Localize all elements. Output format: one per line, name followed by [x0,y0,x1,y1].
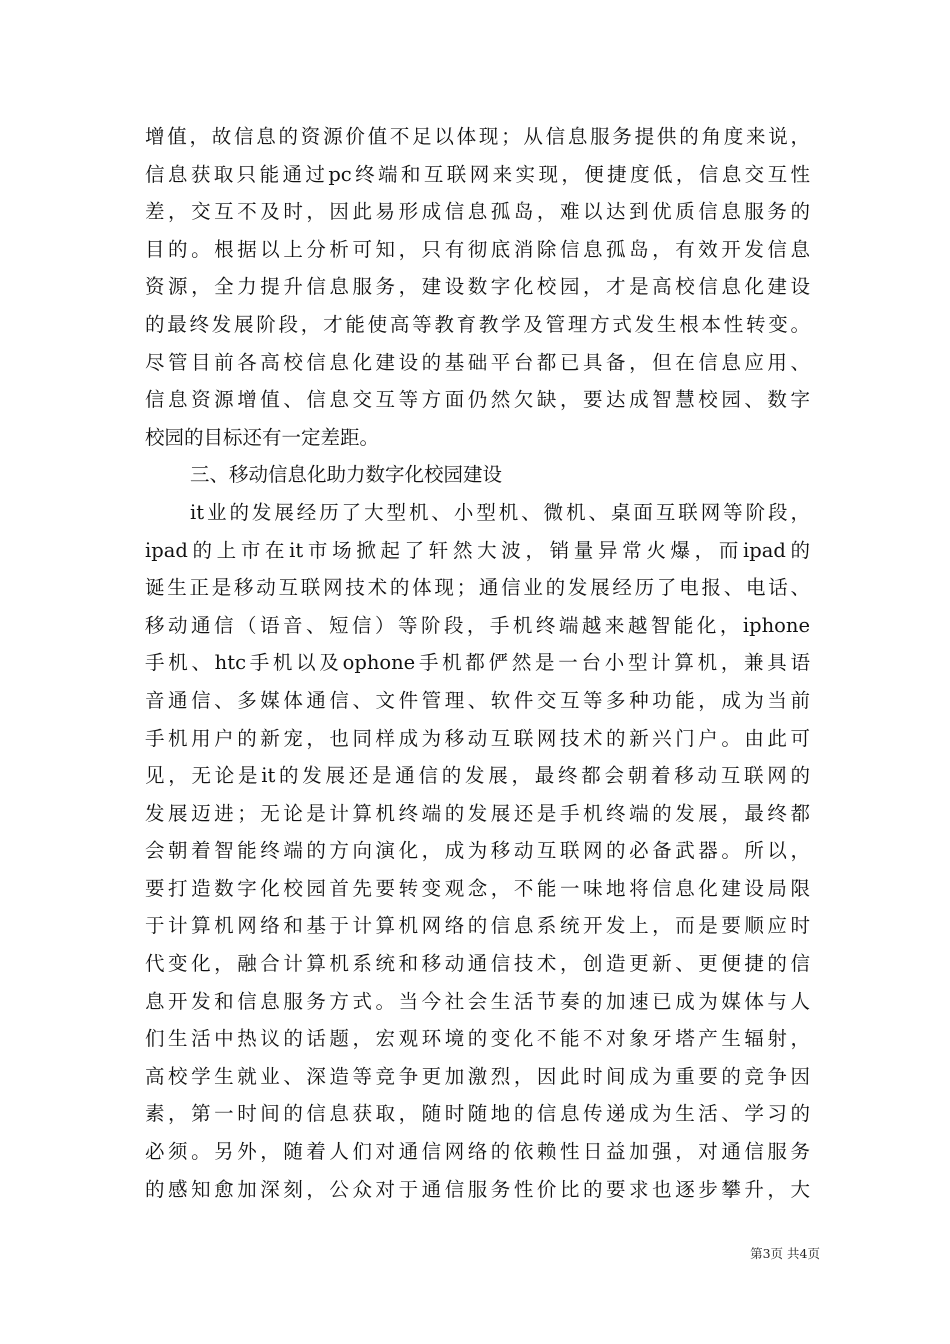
section-heading: 三、移动信息化助力数字化校园建设 [190,463,503,487]
body-line: 见，无论是it的发展还是通信的发展，最终都会朝着移动互联网的 [145,764,810,788]
body-line: 要打造数字化校园首先要转变观念，不能一味地将信息化建设局限 [145,876,810,900]
body-line: 手机、htc手机以及ophone手机都俨然是一台小型计算机，兼具语 [145,651,810,675]
body-line: 诞生正是移动互联网技术的体现；通信业的发展经历了电报、电话、 [145,576,810,600]
document-body [145,118,810,1208]
body-line: 代变化，融合计算机系统和移动通信技术，创造更新、更便捷的信 [145,952,810,976]
body-line: 资源，全力提升信息服务，建设数字化校园，才是高校信息化建设 [145,275,810,299]
body-line: 于计算机网络和基于计算机网络的信息系统开发上，而是要顺应时 [145,914,810,938]
body-line: 的感知愈加深刻，公众对于通信服务性价比的要求也逐步攀升，大 [145,1177,810,1201]
body-line: 音通信、多媒体通信、文件管理、软件交互等多种功能，成为当前 [145,688,810,712]
body-line: 高校学生就业、深造等竞争更加激烈，因此时间成为重要的竞争因 [145,1064,810,1088]
body-line: 信息资源增值、信息交互等方面仍然欠缺，要达成智慧校园、数字 [145,388,810,412]
body-line: 增值，故信息的资源价值不足以体现；从信息服务提供的角度来说， [145,125,810,148]
body-line: 的最终发展阶段，才能使高等教育教学及管理方式发生根本性转变。 [145,312,810,336]
body-line-paragraph-start: it业的发展经历了大型机、小型机、微机、桌面互联网等阶段， [190,500,810,524]
body-line: 素，第一时间的信息获取，随时随地的信息传递成为生活、学习的 [145,1102,810,1126]
body-line: 息开发和信息服务方式。当今社会生活节奏的加速已成为媒体与人 [145,989,810,1013]
body-line: 移动通信（语音、短信）等阶段，手机终端越来越智能化，iphone [145,613,810,637]
body-line: 手机用户的新宠，也同样成为移动互联网技术的新兴门户。由此可 [145,726,810,750]
body-line: 必须。另外，随着人们对通信网络的依赖性日益加强，对通信服务 [145,1140,810,1164]
body-line: 发展迈进；无论是计算机终端的发展还是手机终端的发展，最终都 [145,801,810,825]
body-line: 信息获取只能通过pc终端和互联网来实现，便捷度低，信息交互性 [145,162,810,186]
body-line: ipad的上市在it市场掀起了轩然大波，销量异常火爆，而ipad的 [145,538,810,562]
body-line: 差，交互不及时，因此易形成信息孤岛，难以达到优质信息服务的 [145,200,810,224]
body-line: 们生活中热议的话题，宏观环境的变化不能不对象牙塔产生辐射， [145,1027,810,1051]
body-line: 目的。根据以上分析可知，只有彻底消除信息孤岛，有效开发信息 [145,237,810,261]
body-line: 会朝着智能终端的方向演化，成为移动互联网的必备武器。所以， [145,839,810,863]
page-number-footer: 第3页 共4页 [750,1246,820,1261]
body-line: 尽管目前各高校信息化建设的基础平台都已具备，但在信息应用、 [145,350,810,374]
body-line-paragraph-end: 校园的目标还有一定差距。 [145,425,380,449]
